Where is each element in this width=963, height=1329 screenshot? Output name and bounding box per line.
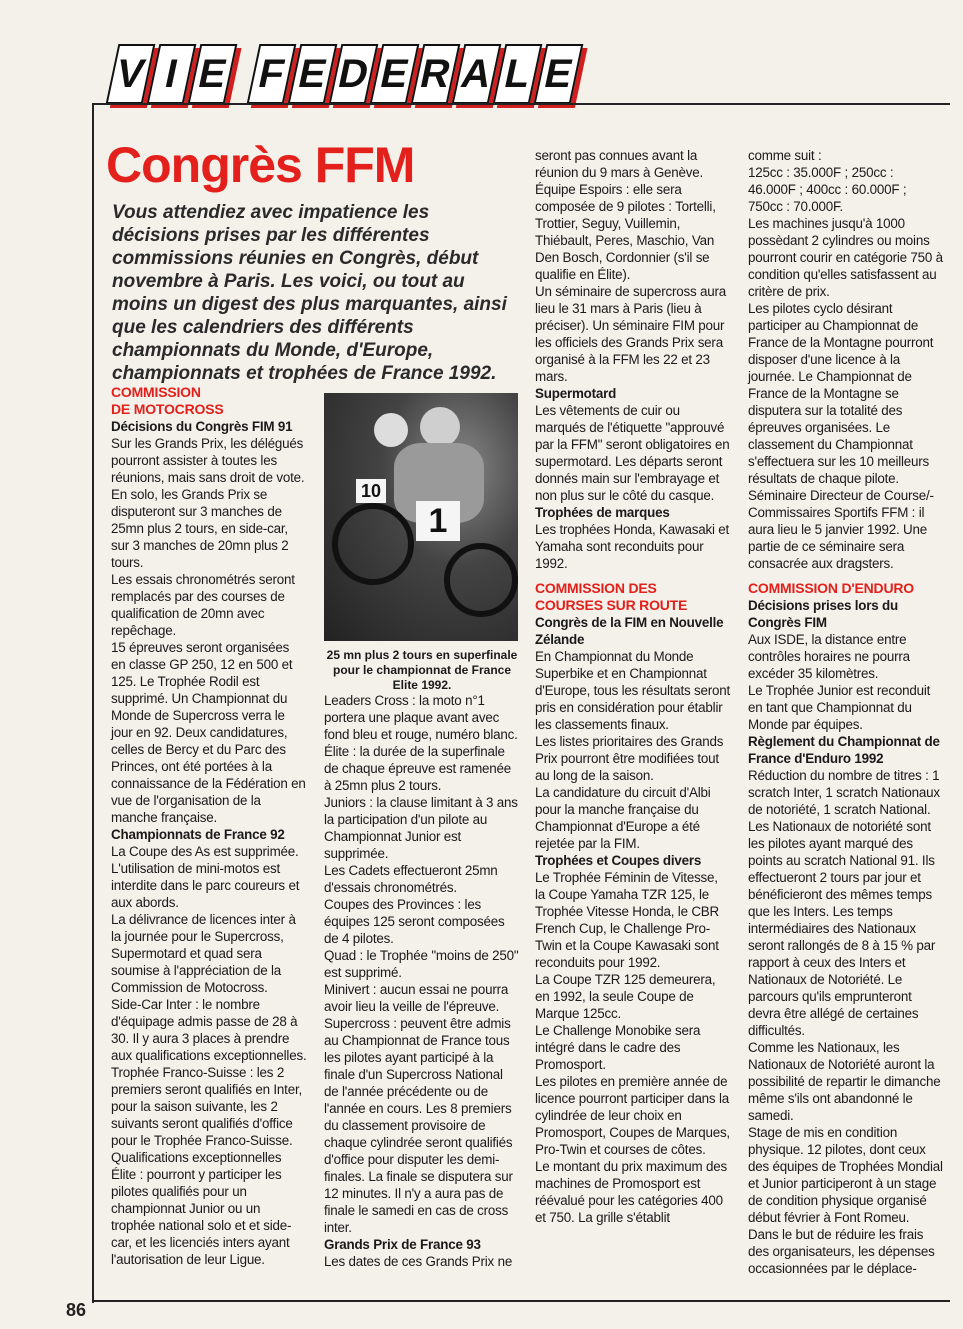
column-4 — [748, 147, 944, 1277]
section-heading: DE MOTOCROSS — [111, 401, 224, 417]
photo-caption: 25 mn plus 2 tours en superfinale pour le championnat de France Elite 1992. — [326, 648, 518, 692]
article-title: Congrès FFM — [106, 137, 415, 193]
paragraph: La candidature du circuit d'Albi pour la manche française du Championnat d'Europe a été rejetée par la FIM. — [535, 785, 711, 851]
subheading: Décisions prises lors du Congrès FIM — [748, 598, 898, 630]
paragraph: Minivert : aucun essai ne pourra avoir lieu la veille de l'épreuve. — [324, 982, 509, 1014]
front-wheel — [332, 503, 414, 585]
subheading: Supermotard — [535, 386, 617, 401]
section-heading: COMMISSION DES — [535, 580, 657, 596]
paragraph: Équipe Espoirs : elle sera composée de 9 pilotes : Tortelli, Trottier, Seguy, Vuillemin, Thiébault, Peres, Maschio, Van Den Bosch, Cordonnier (s'il se qualifie en Élite). — [535, 182, 716, 282]
paragraph: Juniors : la clause limitant à 3 ans la participation d'un pilote au Championnat Junior est supprimée. — [324, 795, 518, 861]
number-plate-left: 10 — [356, 479, 386, 503]
subheading: Congrès de la FIM en Nouvelle Zélande — [535, 615, 724, 647]
rider-helmet-front — [420, 407, 460, 447]
section-heading: COURSES SUR ROUTE — [535, 597, 688, 613]
header-letter: D — [329, 44, 379, 104]
header-letter: E — [370, 44, 420, 104]
article-intro: Vous attendiez avec impatience les décisions prises par les différentes commissions réunies en Congrès, début novembre à Paris. Les voici, ou tout au moins un digest des plus marquantes, ainsi que les calendriers des différents championnats du Monde, d'Europe, championnats et trophées de France 1992. — [112, 202, 507, 384]
header-letter: E — [188, 44, 238, 104]
section-spacer — [535, 572, 731, 580]
paragraph: Réduction du nombre de titres : 1 scratch Inter, 1 scratch Nationaux de notoriété, 1 scratch National. Les Nationaux de notoriété sont les pilotes ayant marqué des points au scratch National 91. Ils effectueront 2 tours par jour et bénéficieront des mêmes temps que les Inters. Les temps intermédiaires des Nationaux seront rallongés de 8 à 15 % par rapport à ceux des Inters et Nationaux de Notoriété. Le parcours qu'ils emprunteront devra être allégé de certaines difficultés. — [748, 768, 940, 1038]
paragraph: Le Trophée Junior est reconduit en tant que Championnat du Monde par équipes. — [748, 683, 931, 732]
paragraph: Les dates de ces Grands Prix ne — [324, 1254, 513, 1269]
section-header — [112, 44, 579, 104]
header-letter: E — [288, 44, 338, 104]
paragraph: Séminaire Directeur de Course/-Commissaires Sportifs FFM : il aura lieu le 5 janvier 1992. Une partie de ce séminaire sera consacrée aux dragsters. — [748, 488, 934, 571]
paragraph: Supercross : peuvent être admis au Championnat de France tous les pilotes ayant participé à la finale d'un Supercross National de l'année précédente ou de l'année en cours. Les 8 premiers du classement provisoire de chaque cylindrée seront qualifiés d'office pour disputer les demi-finales. La finale se disputera sur 12 minutes. Il n'y a aura pas de finale le samedi en cas de cross inter. — [324, 1016, 513, 1235]
paragraph: Les trophées Honda, Kawasaki et Yamaha sont reconduits pour 1992. — [535, 522, 730, 571]
paragraph: Stage de mis en condition physique. 12 pilotes, dont ceux des équipes de Trophées Mondial et Junior participeront à un stage de condition physique organisé début février à Font Romeu. — [748, 1125, 943, 1225]
column-2 — [324, 692, 519, 1270]
page-number: 86 — [66, 1300, 87, 1320]
paragraph: Le Challenge Monobike sera intégré dans le cadre des Promosport. — [535, 1023, 701, 1072]
column-3 — [535, 147, 731, 1226]
paragraph: comme suit : — [748, 148, 822, 163]
header-letter: F — [247, 44, 297, 104]
frame-bottom-rule — [92, 1300, 950, 1302]
section-spacer — [748, 572, 944, 580]
paragraph: Leaders Cross : la moto n°1 portera une plaque avant avec fond bleu et rouge, numéro blanc. — [324, 693, 518, 742]
header-letter: A — [452, 44, 502, 104]
paragraph: Trophée Franco-Suisse : les 2 premiers seront qualifiés en Inter, pour la saison suivante, les 2 suivants seront qualifiés d'office pour le Trophée Franco-Suisse. — [111, 1065, 302, 1148]
paragraph: Les machines jusqu'à 1000 possèdant 2 cylindres ou moins pourront courir en catégorie 750 à condition qu'elles satisfassent au critère de prix. — [748, 216, 943, 299]
section-heading: COMMISSION — [111, 384, 201, 400]
rear-wheel — [444, 543, 518, 617]
paragraph: En solo, les Grands Prix se disputeront sur 3 manches de 25mn plus 2 tours, en side-car, sur 3 manches de 20mn plus 2 tours. — [111, 487, 289, 570]
paragraph: Sur les Grands Prix, les délégués pourront assister à toutes les réunions, mais sans droit de vote. — [111, 436, 305, 485]
column-1 — [111, 384, 307, 1268]
frame-top-rule — [92, 103, 950, 105]
motocross-photo — [324, 393, 518, 641]
paragraph: Dans le but de réduire les frais des organisateurs, les dépenses occasionnées par le déplace- — [748, 1227, 935, 1276]
header-letter: V — [106, 44, 156, 104]
subheading: Décisions du Congrès FIM 91 — [111, 419, 293, 434]
paragraph: La délivrance de licences inter à la journée pour le Supercross, Supermotard et quad sera soumise à l'appréciation de la Commission de Motocross. — [111, 912, 296, 995]
paragraph: Les Cadets effectueront 25mn d'essais chronométrés. — [324, 863, 498, 895]
section-heading: COMMISSION D'ENDURO — [748, 580, 914, 596]
paragraph: En Championnat du Monde Superbike et en Championnat d'Europe, tous les résultats seront pris en considération pour établir les classements finaux. — [535, 649, 731, 732]
paragraph: Les vêtements de cuir ou marqués de l'étiquette "approuvé par la FFM" seront obligatoires en supermotard. Les départs seront donnés main sur l'embrayage et non plus sur le côté du casque. — [535, 403, 730, 503]
subheading: Règlement du Championnat de France d'Enduro 1992 — [748, 734, 940, 766]
paragraph: La Coupe TZR 125 demeurera, en 1992, la seule Coupe de Marque 125cc. — [535, 972, 716, 1021]
paragraph: Le Trophée Féminin de Vitesse, la Coupe Yamaha TZR 125, le Trophée Vitesse Honda, le CBR French Cup, le Challenge Pro-Twin et la Coupe Kawasaki sont reconduits pour 1992. — [535, 870, 720, 970]
subheading: Championnats de France 92 — [111, 827, 285, 842]
subheading: Grands Prix de France 93 — [324, 1237, 481, 1252]
paragraph: Aux ISDE, la distance entre contrôles horaires ne pourra excéder 35 kilomètres. — [748, 632, 910, 681]
paragraph: Coupes des Provinces : les équipes 125 seront composées de 4 pilotes. — [324, 897, 505, 946]
paragraph: seront pas connues avant la réunion du 9 mars à Genève. — [535, 148, 704, 180]
subheading: Trophées de marques — [535, 505, 670, 520]
paragraph: 125cc : 35.000F ; 250cc : 46.000F ; 400cc : 60.000F ; 750cc : 70.000F. — [748, 165, 907, 214]
rider-helmet-back — [374, 413, 408, 447]
header-letter: E — [534, 44, 584, 104]
paragraph: Les pilotes en première année de licence pourront participer dans la cylindrée de leur choix en Promosport, Coupes de Marques, Pro-Twin et courses de côtes. — [535, 1074, 730, 1157]
paragraph: La Coupe des As est supprimée. L'utilisation de mini-motos est interdite dans le parc coureurs et aux abords. — [111, 844, 300, 910]
frame-left-rule — [92, 103, 94, 1303]
paragraph: Le montant du prix maximum des machines de Promosport est réévalué pour les catégories 400 et 750. La grille s'établit — [535, 1159, 727, 1225]
paragraph: 15 épreuves seront organisées en classe GP 250, 12 en 500 et 125. Le Trophée Rodil est supprimé. Un Championnat du Monde de Supercross verra le jour en 92. Deux candidatures, celles de Bercy et du Parc des Princes, ont été portées à la connaissance de la Fédération en vue de l'organisation de la manche française. — [111, 640, 306, 825]
paragraph: Élite : la durée de la superfinale de chaque épreuve est ramenée à 25mn plus 2 tours. — [324, 744, 512, 793]
paragraph: Comme les Nationaux, les Nationaux de Notoriété auront la possibilité de repartir le dimanche même s'ils ont abandonné le samedi. — [748, 1040, 941, 1123]
header-letter: L — [493, 44, 543, 104]
header-letter: R — [411, 44, 461, 104]
subheading: Trophées et Coupes divers — [535, 853, 702, 868]
header-letter: I — [147, 44, 197, 104]
number-plate-right: 1 — [416, 501, 460, 541]
paragraph: Les listes prioritaires des Grands Prix pourront être modifiées tout au long de la saison. — [535, 734, 724, 783]
paragraph: Les pilotes cyclo désirant participer au Championnat de France de la Montagne pourront disposer d'une licence à la journée. Le Championnat de France de la Montagne se disputera sur la totalité des épreuves organisées. Le classement du Championnat s'effectuera sur les 10 meilleurs résultats de chaque pilote. — [748, 301, 934, 486]
paragraph: Quad : le Trophée "moins de 250" est supprimé. — [324, 948, 519, 980]
paragraph: Qualifications exceptionnelles Élite : pourront y participer les pilotes qualifiés pour un championnat Junior ou un trophée national solo et et side-car, et les licenciés inters ayant l'autorisation de leur Ligue. — [111, 1150, 292, 1267]
paragraph: Un séminaire de supercross aura lieu le 31 mars à Paris (lieu à préciser). Un séminaire FIM pour les officiels des Grands Prix sera organisé à la FFM les 22 et 23 mars. — [535, 284, 727, 384]
paragraph: Side-Car Inter : le nombre d'équipage admis passe de 28 à 30. Il y aura 3 places à prendre aux qualifications exceptionnelles. — [111, 997, 307, 1063]
paragraph: Les essais chronométrés seront remplacés par des courses de qualification de 20mn avec repêchage. — [111, 572, 295, 638]
